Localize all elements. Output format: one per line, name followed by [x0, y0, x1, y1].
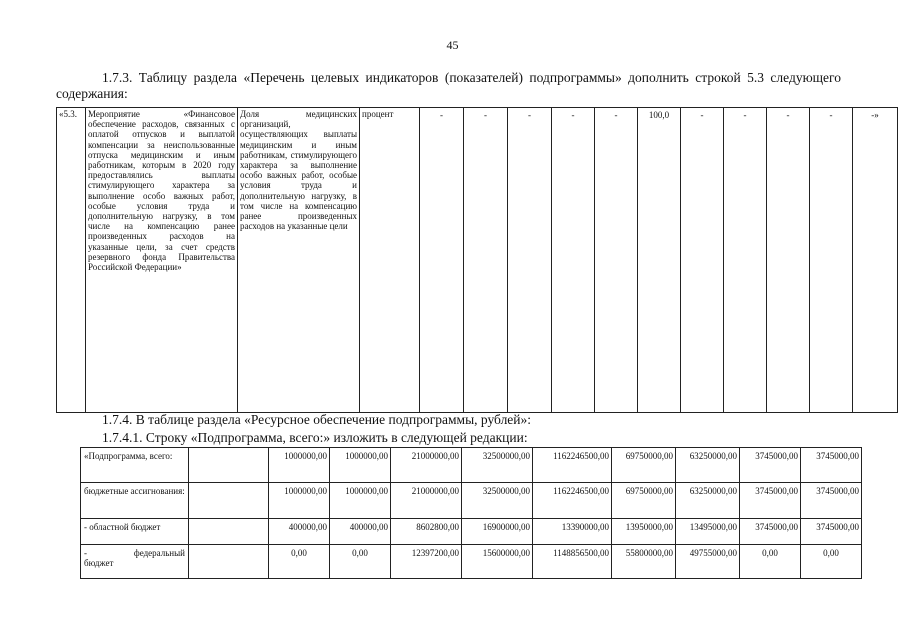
amount-cell: 15600000,00 — [462, 545, 533, 579]
value-cell: 100,0 — [638, 108, 681, 413]
amount-cell: 1000000,00 — [330, 448, 391, 483]
row-label: бюджетные ассигнования: — [81, 483, 189, 519]
table-row — [81, 483, 862, 519]
value-cell: - — [681, 108, 724, 413]
paragraph-1-7-4: 1.7.4. В таблице раздела «Ресурсное обеспечение подпрограммы, рублей»: — [102, 412, 532, 427]
value-cell: - — [810, 108, 853, 413]
amount-cell: 1162246500,00 — [533, 483, 612, 519]
amount-cell: 0,00 — [269, 545, 330, 579]
amount-cell: 21000000,00 — [391, 483, 462, 519]
amount-cell: 400000,00 — [330, 519, 391, 545]
row-label: - федеральный бюджет — [81, 545, 189, 579]
amount-cell: 13390000,00 — [533, 519, 612, 545]
value-cell: - — [420, 108, 464, 413]
amount-cell: 49755000,00 — [676, 545, 740, 579]
table-row — [81, 448, 862, 483]
amount-cell: 1000000,00 — [330, 483, 391, 519]
amount-cell: 1162246500,00 — [533, 448, 612, 483]
paragraph-1-7-4-1: 1.7.4.1. Строку «Подпрограмма, всего:» изложить в следующей редакции: — [102, 430, 528, 445]
amount-cell: 21000000,00 — [391, 448, 462, 483]
row-label: - областной бюджет — [81, 519, 189, 545]
resources-table — [80, 447, 862, 579]
indicators-table — [56, 107, 898, 413]
value-cell: - — [508, 108, 552, 413]
unit-cell: процент — [360, 108, 420, 413]
amount-cell: 32500000,00 — [462, 448, 533, 483]
value-cell: - — [552, 108, 595, 413]
event-description: Мероприятие «Финансовое обеспечение расходов, связанных с оплатой отпусков и выплатой компенсации за неиспользованные отпуска медицинским и иным работникам, которым в 2020 году предоставлялись выплаты стимулирующего характера за выполнение особо важных работ, особые условия труда и дополнительную нагрузку, в том числе на компенсацию ранее произведенных расходов на указанные цели, за счет средств резервного фонда Правительства Российской Федерации» — [86, 108, 238, 413]
table-row — [81, 519, 862, 545]
row-number: «5.3. — [57, 108, 86, 413]
paragraph-1-7-3: 1.7.3. Таблицу раздела «Перечень целевых индикаторов (показателей) подпрограммы» дополнить строкой 5.3 следующего содержания: — [56, 70, 841, 101]
amount-cell: 0,00 — [740, 545, 801, 579]
value-cell: - — [464, 108, 508, 413]
amount-cell: 3745000,00 — [740, 519, 801, 545]
amount-cell: 0,00 — [330, 545, 391, 579]
amount-cell: 0,00 — [801, 545, 862, 579]
amount-cell: 1000000,00 — [269, 448, 330, 483]
value-cell: - — [595, 108, 638, 413]
amount-cell: 400000,00 — [269, 519, 330, 545]
amount-cell: 12397200,00 — [391, 545, 462, 579]
amount-cell: 3745000,00 — [801, 519, 862, 545]
indicator-description: Доля медицинских организаций, осуществляющих выплаты медицинским и иным работникам, стимулирующего характера за выполнение особо важных работ, особые условия труда и дополнительную нагрузку, в том числе на компенсацию ранее произведенных расходов на указанные цели — [238, 108, 360, 413]
value-cell: - — [724, 108, 767, 413]
amount-cell: 3745000,00 — [801, 483, 862, 519]
amount-cell: 8602800,00 — [391, 519, 462, 545]
page-number: 45 — [446, 38, 459, 52]
amount-cell: 3745000,00 — [740, 448, 801, 483]
amount-cell: 1000000,00 — [269, 483, 330, 519]
amount-cell: 63250000,00 — [676, 483, 740, 519]
amount-cell: 1148856500,00 — [533, 545, 612, 579]
amount-cell: 69750000,00 — [612, 448, 676, 483]
table-row — [81, 545, 862, 579]
amount-cell: 16900000,00 — [462, 519, 533, 545]
amount-cell: 3745000,00 — [801, 448, 862, 483]
amount-cell: 13950000,00 — [612, 519, 676, 545]
amount-cell: 69750000,00 — [612, 483, 676, 519]
amount-cell: 13495000,00 — [676, 519, 740, 545]
row-label: «Подпрограмма, всего: — [81, 448, 189, 483]
amount-cell: 55800000,00 — [612, 545, 676, 579]
amount-cell: 3745000,00 — [740, 483, 801, 519]
amount-cell: 32500000,00 — [462, 483, 533, 519]
amount-cell: 63250000,00 — [676, 448, 740, 483]
value-cell: -» — [853, 108, 898, 413]
value-cell: - — [767, 108, 810, 413]
